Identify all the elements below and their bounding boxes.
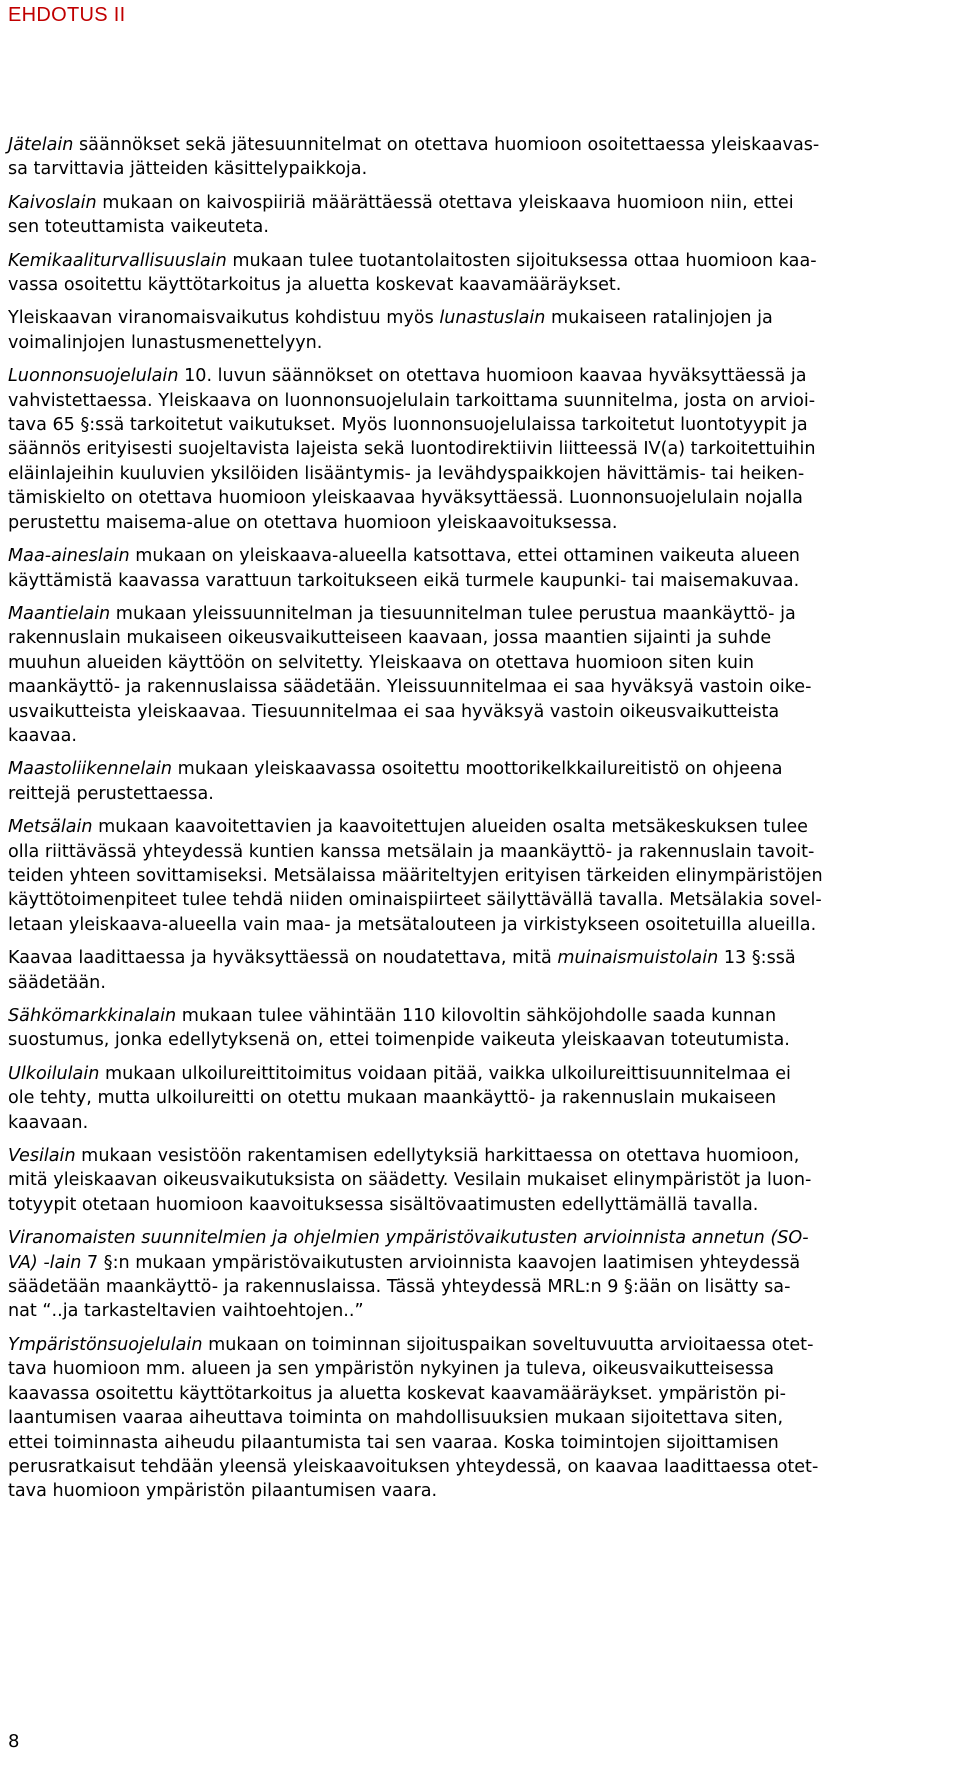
text-segment: mukaan vesistöön rakentamisen edellytyksiä harkittaessa on otettava huomioon,	[75, 1146, 800, 1167]
text-line	[8, 133, 948, 157]
text-line	[8, 1168, 948, 1192]
text-line	[8, 249, 948, 273]
text-line	[8, 1111, 948, 1135]
text-segment: kaavaa.	[8, 725, 78, 746]
text-line	[8, 1226, 948, 1250]
text-line	[8, 157, 948, 181]
text-segment: vassa osoitettu käyttötarkoitus ja aluetta koskevat kaavamääräykset.	[8, 275, 622, 296]
text-segment: sen toteuttamista vaikeuteta.	[8, 217, 269, 238]
text-line	[8, 1431, 948, 1455]
text-line	[8, 1004, 948, 1028]
text-line	[8, 389, 948, 413]
text-line	[8, 602, 948, 626]
text-line	[8, 1357, 948, 1381]
text-line	[8, 724, 948, 748]
text-line	[8, 782, 948, 806]
text-line	[8, 888, 948, 912]
paragraph	[8, 191, 948, 240]
paragraph	[8, 544, 948, 593]
text-line	[8, 1028, 948, 1052]
text-line	[8, 215, 948, 239]
law-name: Vesilain	[8, 1146, 76, 1167]
text-segment: laantumisen vaaraa aiheuttava toiminta on mahdollisuuksien mukaan sijoitettava siten,	[8, 1408, 784, 1429]
text-segment: ettei toiminnasta aiheudu pilaantumista tai sen vaaraa. Koska toimintojen sijoittamisen	[8, 1432, 779, 1453]
text-line	[8, 1382, 948, 1406]
text-segment: mitä yleiskaavan oikeusvaikutuksista on säädetty. Vesilain mukaiset elinympäristöt ja luon-	[8, 1170, 812, 1191]
text-line	[8, 1144, 948, 1168]
paragraph	[8, 757, 948, 806]
text-segment: mukaan on yleiskaava-alueella katsottava, ettei ottaminen vaikeuta alueen	[129, 546, 800, 567]
text-segment: olla riittävässä yhteydessä kuntien kanssa metsälain ja maankäyttö- ja rakennuslain tavoit-	[8, 841, 815, 862]
document-status-label: EHDOTUS II	[8, 4, 126, 26]
text-segment: mukaan yleissuunnitelman ja tiesuunnitelman tulee perustua maankäyttö- ja	[110, 603, 796, 624]
text-segment: tava 65 §:ssä tarkoitetut vaikutukset. Myös luonnonsuojelulaissa tarkoitetut luontotyypit ja	[8, 415, 808, 436]
text-line	[8, 913, 948, 937]
text-line	[8, 1275, 948, 1299]
paragraph	[8, 1004, 948, 1053]
text-segment: letaan yleiskaava-alueella vain maa- ja metsätalouteen ja virkistykseen osoitetuilla alueilla.	[8, 914, 817, 935]
text-segment: mukaan tulee vähintään 110 kilovoltin sähköjohdolle saada kunnan	[176, 1006, 777, 1026]
paragraph	[8, 133, 948, 182]
text-segment: 10. luvun säännökset on otettava huomioon kaavaa hyväksyttäessä ja	[178, 366, 807, 387]
text-segment: käyttämistä kaavassa varattuun tarkoitukseen eikä turmele kaupunki- tai maisemakuvaa.	[8, 570, 800, 591]
text-segment: tava huomioon ympäristön pilaantumisen vaara.	[8, 1481, 438, 1502]
text-line	[8, 757, 948, 781]
text-line	[8, 544, 948, 568]
law-name: Maa-aineslain	[8, 546, 130, 567]
paragraph	[8, 602, 948, 748]
text-segment: tämiskielto on otettava huomioon yleiskaavaa hyväksyttäessä. Luonnonsuojelulain nojalla	[8, 488, 803, 509]
text-segment: mukaan on toiminnan sijoituspaikan soveltuvuutta arvioitaessa otet-	[202, 1334, 814, 1355]
document-body	[8, 133, 948, 1513]
text-segment: säädetään.	[8, 972, 106, 993]
law-name: Metsälain	[8, 817, 93, 838]
law-name: Kemikaaliturvallisuuslain	[8, 250, 227, 271]
text-segment: perusratkaisut tehdään yleensä yleiskaavoituksen yhteydessä, on kaavaa laadittaessa otet-	[8, 1456, 819, 1477]
law-name: Kaivoslain	[8, 192, 97, 213]
text-line	[8, 840, 948, 864]
page-number: 8	[8, 1731, 20, 1752]
paragraph	[8, 364, 948, 535]
text-line	[8, 1479, 948, 1503]
text-line	[8, 1086, 948, 1110]
law-name: Maantielain	[8, 603, 111, 624]
paragraph	[8, 249, 948, 298]
law-name: Viranomaisten suunnitelmien ja ohjelmien ympäristövaikutusten arvioinnista annetun (SO-	[8, 1228, 809, 1249]
text-line	[8, 626, 948, 650]
text-segment: nat “..ja tarkasteltavien vaihtoehtojen..”	[8, 1301, 364, 1322]
text-line	[8, 191, 948, 215]
text-segment: ole tehty, mutta ulkoilureitti on otettu mukaan maankäyttö- ja rakennuslain mukaiseen	[8, 1088, 777, 1109]
text-line	[8, 1333, 948, 1357]
text-line	[8, 413, 948, 437]
law-name: Ympäristönsuojelulain	[8, 1334, 203, 1355]
paragraph	[8, 306, 948, 355]
text-segment: käyttötoimenpiteet tulee tehdä niiden ominaispiirteet säilyttävällä tavalla. Metsälakia sovel-	[8, 890, 822, 911]
text-line	[8, 1193, 948, 1217]
text-line	[8, 651, 948, 675]
text-line	[8, 971, 948, 995]
text-line	[8, 331, 948, 355]
text-line	[8, 946, 948, 970]
text-segment: teiden yhteen sovittamiseksi. Metsälaissa määriteltyjen erityisen tärkeiden elinympäristöjen	[8, 865, 823, 886]
text-segment: kaavaan.	[8, 1112, 89, 1133]
law-name: Sähkömarkkinalain	[8, 1006, 177, 1026]
text-segment: 7 §:n mukaan ympäristövaikutusten arvioinnista kaavojen laatimisen yhteydessä	[81, 1252, 801, 1273]
text-segment: säännökset sekä jätesuunnitelmat on otettava huomioon osoitettaessa yleiskaavas-	[73, 135, 820, 155]
paragraph	[8, 815, 948, 937]
text-line	[8, 1251, 948, 1275]
text-segment: mukaan yleiskaavassa osoitettu moottorikelkkailureitistö on ohjeena	[172, 759, 783, 780]
text-line	[8, 306, 948, 330]
paragraph	[8, 946, 948, 995]
text-line	[8, 437, 948, 461]
text-segment: mukaan tulee tuotantolaitosten sijoituksessa ottaa huomioon kaa-	[226, 250, 817, 271]
text-segment: mukaiseen ratalinjojen ja	[545, 308, 773, 329]
text-segment: säädetään maankäyttö- ja rakennuslaissa. Tässä yhteydessä MRL:n 9 §:ään on lisätty sa-	[8, 1277, 791, 1298]
text-line	[8, 1299, 948, 1323]
text-segment: eläinlajeihin kuuluvien yksilöiden lisääntymis- ja levähdyspaikkojen hävittämis- tai heiken-	[8, 463, 805, 484]
text-segment: tava huomioon mm. alueen ja sen ympäristön nykyinen ja tuleva, oikeusvaikutteisessa	[8, 1359, 775, 1380]
text-segment: säännös erityisesti suojeltavista lajeista sekä luontodirektiivin liitteessä IV(a) tarkoitettuihin	[8, 439, 816, 460]
text-segment: suostumus, jonka edellytyksenä on, ettei toimenpide vaikeuta yleiskaavan toteutumista.	[8, 1030, 790, 1051]
text-segment: muuhun alueiden käyttöön on selvitetty. Yleiskaava on otettava huomioon siten kuin	[8, 652, 755, 673]
paragraph	[8, 1062, 948, 1135]
text-segment: perustettu maisema-alue on otettava huomioon yleiskaavoituksessa.	[8, 512, 618, 533]
text-line	[8, 864, 948, 888]
law-name: muinaismuistolain	[557, 948, 719, 969]
text-segment: reittejä perustettaessa.	[8, 783, 214, 804]
text-line	[8, 273, 948, 297]
text-line	[8, 511, 948, 535]
paragraph	[8, 1144, 948, 1217]
text-segment: mukaan on kaivospiiriä määrättäessä otettava yleiskaava huomioon niin, ettei	[96, 192, 794, 213]
text-line	[8, 1406, 948, 1430]
law-name: VA) -lain	[8, 1252, 82, 1273]
text-segment: Yleiskaavan viranomaisvaikutus kohdistuu myös	[8, 308, 440, 329]
text-segment: usvaikutteista yleiskaavaa. Tiesuunnitelmaa ei saa hyväksyä vastoin oikeusvaikutteista	[8, 701, 780, 722]
text-segment: 13 §:ssä	[718, 948, 796, 969]
text-segment: Kaavaa laadittaessa ja hyväksyttäessä on noudatettava, mitä	[8, 948, 558, 969]
text-segment: sa tarvittavia jätteiden käsittelypaikkoja.	[8, 159, 368, 180]
text-segment: mukaan ulkoilureittitoimitus voidaan pitää, vaikka ulkoilureittisuunnitelmaa ei	[99, 1063, 791, 1084]
text-segment: kaavassa osoitettu käyttötarkoitus ja aluetta koskevat kaavamääräykset. ympäristön pi-	[8, 1383, 787, 1404]
law-name: Jätelain	[8, 135, 74, 155]
law-name: Luonnonsuojelulain	[8, 366, 179, 387]
paragraph	[8, 1226, 948, 1324]
law-name: Maastoliikennelain	[8, 759, 173, 780]
text-line	[8, 364, 948, 388]
law-name: lunastuslain	[439, 308, 546, 329]
text-line	[8, 700, 948, 724]
law-name: Ulkoilulain	[8, 1063, 100, 1084]
text-segment: voimalinjojen lunastusmenettelyyn.	[8, 332, 323, 353]
text-line	[8, 462, 948, 486]
text-line	[8, 486, 948, 510]
text-segment: maankäyttö- ja rakennuslaissa säädetään. Yleissuunnitelmaa ei saa hyväksyä vastoin oike-	[8, 677, 812, 698]
text-segment: mukaan kaavoitettavien ja kaavoitettujen alueiden osalta metsäkeskuksen tulee	[92, 817, 809, 838]
text-line	[8, 815, 948, 839]
text-segment: vahvistettaessa. Yleiskaava on luonnonsuojelulain tarkoittama suunnitelma, josta on arvioi-	[8, 390, 816, 411]
text-line	[8, 675, 948, 699]
text-line	[8, 1455, 948, 1479]
text-segment: rakennuslain mukaiseen oikeusvaikutteiseen kaavaan, jossa maantien sijainti ja suhde	[8, 628, 772, 649]
text-line	[8, 569, 948, 593]
text-segment: totyypit otetaan huomioon kaavoituksessa sisältövaatimusten edellyttämällä tavalla.	[8, 1194, 759, 1215]
paragraph	[8, 1333, 948, 1504]
text-line	[8, 1062, 948, 1086]
